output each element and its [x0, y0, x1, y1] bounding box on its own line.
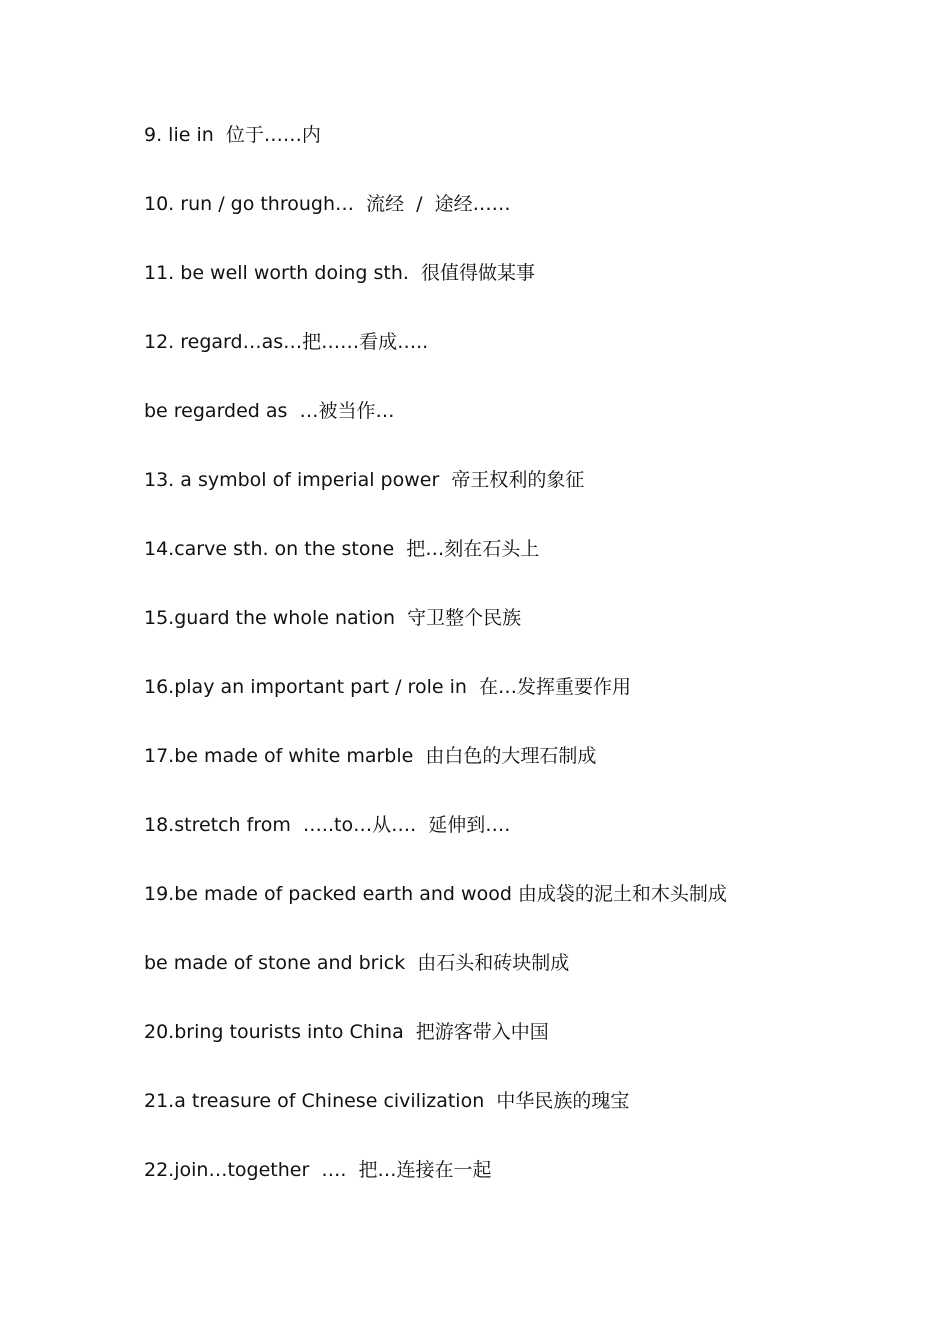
phrase-item: 20.bring tourists into China 把游客带入中国: [144, 1021, 549, 1043]
phrase-item: 12. regard…as…把……看成…..: [144, 331, 429, 353]
phrase-item: 11. be well worth doing sth. 很值得做某事: [144, 262, 535, 284]
phrase-item: 21.a treasure of Chinese civilization 中华民族的瑰宝: [144, 1090, 630, 1112]
phrase-item: 22.join…together …. 把…连接在一起: [144, 1159, 492, 1181]
phrase-item: 18.stretch from …..to…从…. 延伸到….: [144, 814, 511, 836]
phrase-item: 13. a symbol of imperial power 帝王权利的象征: [144, 469, 585, 491]
phrase-item: be made of stone and brick 由石头和砖块制成: [144, 952, 570, 974]
phrase-item: 15.guard the whole nation 守卫整个民族: [144, 607, 522, 629]
phrase-item: 16.play an important part / role in 在…发挥重要作用: [144, 676, 631, 698]
phrase-item: 19.be made of packed earth and wood 由成袋的泥土和木头制成: [144, 883, 727, 905]
phrase-item: 14.carve sth. on the stone 把…刻在石头上: [144, 538, 540, 560]
phrase-list: [144, 118, 727, 1222]
phrase-item: 17.be made of white marble 由白色的大理石制成: [144, 745, 597, 767]
phrase-item: be regarded as …被当作…: [144, 400, 395, 422]
phrase-item: 9. lie in 位于……内: [144, 124, 321, 146]
phrase-item: 10. run / go through… 流经 / 途经……: [144, 193, 511, 215]
